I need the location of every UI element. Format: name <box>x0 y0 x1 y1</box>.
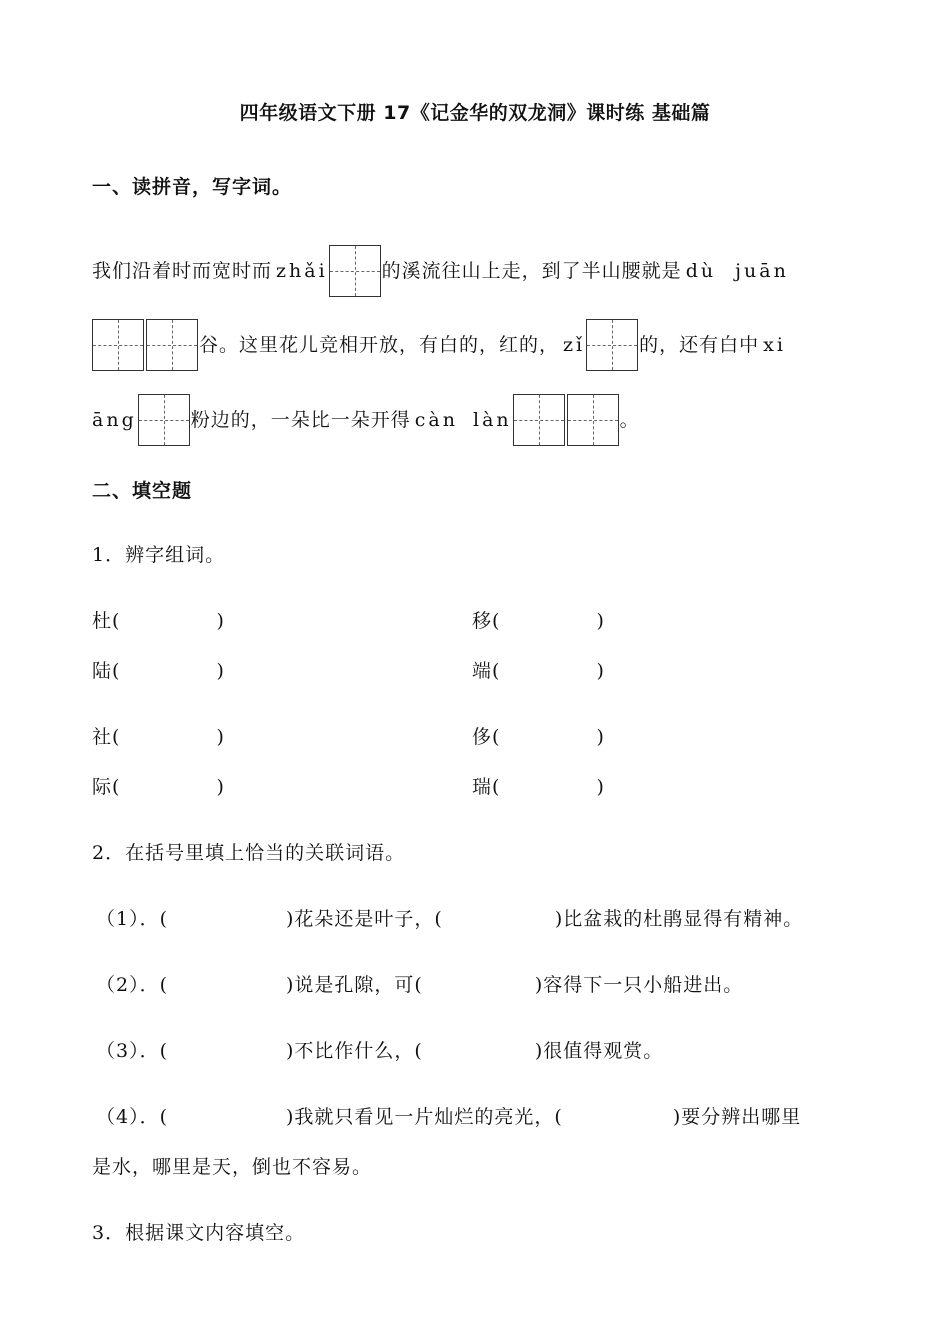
q2-item-text: )比盆栽的杜鹃显得有精神。 <box>554 908 804 930</box>
line1-pinyin-1: zhǎi <box>276 260 328 282</box>
line1-pinyin-2: dù juān <box>685 260 789 282</box>
q2-item-number: （1）．( <box>96 908 169 930</box>
q1-item: 侈( ) <box>472 726 605 748</box>
line2-pinyin-1: zǐ <box>563 334 586 356</box>
q2-item <box>96 970 743 997</box>
section1-heading: 一、读拼音，写字词。 <box>92 176 293 198</box>
line1-text-a: 我们沿着时而宽时而 <box>92 260 273 282</box>
q1-item: 陆( ) <box>92 660 225 682</box>
line2-text-a: 谷。这里花儿竞相开放，有白的，红的， <box>199 334 560 356</box>
writing-box[interactable] <box>329 245 381 297</box>
writing-box[interactable] <box>513 394 565 446</box>
q1-item: 移( ) <box>472 610 605 632</box>
q1-char: 瑞 <box>472 776 493 798</box>
line3-pinyin-1: āng <box>92 409 137 431</box>
q2-item-number: （3）．( <box>96 1040 169 1062</box>
writing-box[interactable] <box>586 319 638 371</box>
q1-label: 1．辨字组词。 <box>92 544 226 566</box>
q2-item-number: （4）．( <box>96 1106 169 1128</box>
q2-item-text: )要分辨出哪里 <box>672 1106 802 1128</box>
line1-text-b: 的溪流往山上走，到了半山腰就是 <box>381 260 682 282</box>
q2-item <box>96 1102 801 1129</box>
q2-label: 2．在括号里填上恰当的关联词语。 <box>92 842 406 864</box>
pinyin-line-2 <box>92 319 858 371</box>
q2-item-number: （2）．( <box>96 974 169 996</box>
q2-item-text: )我就只看见一片灿烂的亮光，( <box>286 1106 563 1128</box>
page-title: 四年级语文下册 17《记金华的双龙洞》课时练 基础篇 <box>239 102 711 124</box>
line3-text-b: 。 <box>619 409 640 431</box>
line2-text-b: 的，还有白中 <box>639 334 760 356</box>
q1-item: 际( ) <box>92 776 225 798</box>
pinyin-line-1 <box>92 245 858 297</box>
q2-item-text: )不比作什么，( <box>286 1040 423 1062</box>
q2-item-text: )花朵还是叶子，( <box>286 908 443 930</box>
q2-item-text: )很值得观赏。 <box>534 1040 664 1062</box>
q2-item <box>96 1036 663 1063</box>
q2-item <box>96 904 803 931</box>
writing-box[interactable] <box>138 394 190 446</box>
line3-text-a: 粉边的，一朵比一朵开得 <box>190 409 411 431</box>
writing-box[interactable] <box>92 319 144 371</box>
q1-char: 社 <box>92 726 113 748</box>
pinyin-line-3 <box>92 394 858 446</box>
section2-heading: 二、填空题 <box>92 480 193 502</box>
q1-char: 杜 <box>92 610 113 632</box>
line3-pinyin-2: càn làn <box>414 409 512 431</box>
q1-item: 社( ) <box>92 726 225 748</box>
q1-item: 杜( ) <box>92 610 225 632</box>
q1-char: 侈 <box>472 726 493 748</box>
q1-char: 际 <box>92 776 113 798</box>
q2-item4-continuation: 是水，哪里是天，倒也不容易。 <box>92 1156 373 1178</box>
writing-box[interactable] <box>567 394 619 446</box>
q1-char: 陆 <box>92 660 113 682</box>
q2-item-text: )容得下一只小船进出。 <box>534 974 744 996</box>
q1-char: 移 <box>472 610 493 632</box>
line2-pinyin-2: xi <box>763 334 786 356</box>
writing-box[interactable] <box>146 319 198 371</box>
q1-char: 端 <box>472 660 493 682</box>
q2-item-text: )说是孔隙，可( <box>286 974 423 996</box>
q3-label: 3．根据课文内容填空。 <box>92 1222 306 1244</box>
q1-item: 端( ) <box>472 660 605 682</box>
q1-item: 瑞( ) <box>472 776 605 798</box>
